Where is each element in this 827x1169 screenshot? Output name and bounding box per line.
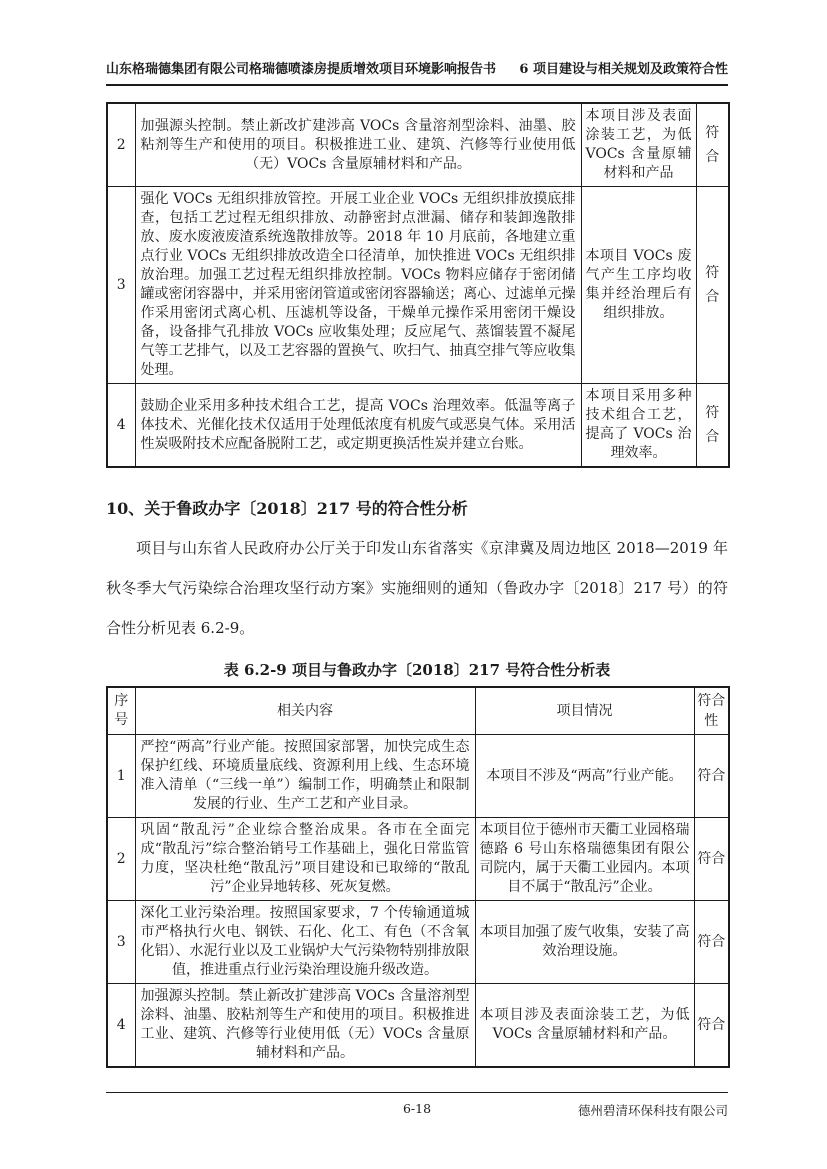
header-left-title: 山东格瑞德集团有限公司格瑞德喷漆房提质增效项目环境影响报告书 [106, 62, 497, 77]
cell-serial: 4 [107, 984, 135, 1068]
page-header [106, 62, 728, 86]
cell-requirement: 巩固“散乱污”企业综合整治成果。各市在全面完成“散乱污”综合整治销号工作基础上，强化日常监管力度，坚决杜绝“散乱污”项目建设和已取缔的“散乱污”企业异地转移、死灰复燃。 [135, 818, 475, 901]
table-row [107, 384, 729, 468]
page-footer [106, 1092, 728, 1125]
cell-project-situation: 本项目加强了废气收集，安装了高效治理设施。 [475, 901, 694, 984]
cell-conformity: 符合 [694, 818, 729, 901]
page-number: 6-18 [402, 1101, 432, 1116]
cell-project-situation: 本项目 VOCs 废气产生工序均收集并经治理后有组织排放。 [581, 187, 696, 384]
header-requirement: 相关内容 [135, 687, 475, 735]
cell-serial: 3 [107, 901, 135, 984]
header-serial: 序号 [107, 687, 135, 735]
cell-conformity: 符合 [694, 735, 729, 818]
table-row [107, 103, 729, 187]
table-row [107, 187, 729, 384]
footer-company-name: 德州碧清环保科技有限公司 [577, 1103, 728, 1118]
cell-serial: 2 [107, 818, 135, 901]
section-heading: 10、关于鲁政办字〔2018〕217 号的符合性分析 [106, 499, 468, 518]
cell-conformity: 符合 [696, 384, 729, 468]
header-right-chapter: 6 项目建设与相关规划及政策符合性 [519, 62, 728, 77]
table-caption: 表 6.2-9 项目与鲁政办字〔2018〕217 号符合性分析表 [223, 661, 611, 679]
cell-requirement: 鼓励企业采用多种技术组合工艺，提高 VOCs 治理效率。低温等离子体技术、光催化技术仅适用于处理低浓度有机废气或恶臭气体。采用活性炭吸附技术应配备脱附工艺，或定期更换活性炭并建立台账。 [135, 384, 581, 468]
cell-project-situation: 本项目涉及表面涂装工艺，为低 VOCs 含量原辅材料和产品 [581, 103, 696, 187]
cell-requirement: 加强源头控制。禁止新改扩建涉高 VOCs 含量溶剂型涂料、油墨、胶粘剂等生产和使用的项目。积极推进工业、建筑、汽修等行业使用低（无）VOCs 含量原辅材料和产品。 [135, 984, 475, 1068]
cell-project-situation: 本项目不涉及“两高”行业产能。 [475, 735, 694, 818]
cell-requirement: 深化工业污染治理。按照国家要求，7 个传输通道城市严格执行火电、钢铁、石化、化工、有色（不含氧化铝）、水泥行业以及工业锅炉大气污染物特别排放限值，推进重点行业污染治理设施升级改造。 [135, 901, 475, 984]
continued-compliance-table [106, 102, 730, 468]
cell-serial: 2 [107, 103, 135, 187]
cell-project-situation: 本项目涉及表面涂装工艺，为低 VOCs 含量原辅材料和产品。 [475, 984, 694, 1068]
header-project-situation: 项目情况 [475, 687, 694, 735]
table-row [107, 818, 729, 901]
cell-project-situation: 本项目采用多种技术组合工艺，提高了 VOCs 治理效率。 [581, 384, 696, 468]
table-row [107, 735, 729, 818]
cell-requirement: 严控“两高”行业产能。按照国家部署，加快完成生态保护红线、环境质量底线、资源利用上线、生态环境准入清单（“三线一单”）编制工作，明确禁止和限制发展的行业、生产工艺和产业目录。 [135, 735, 475, 818]
compliance-analysis-table [106, 686, 730, 1068]
cell-serial: 4 [107, 384, 135, 468]
section-paragraph: 项目与山东省人民政府办公厅关于印发山东省落实《京津冀及周边地区 2018—2019 年秋冬季大气污染综合治理攻坚行动方案》实施细则的通知（鲁政办字〔2018〕217 号）的符合性分析见表 6.2-9。 [106, 539, 728, 637]
cell-conformity: 符合 [696, 187, 729, 384]
cell-requirement: 加强源头控制。禁止新改扩建涉高 VOCs 含量溶剂型涂料、油墨、胶粘剂等生产和使用的项目。积极推进工业、建筑、汽修等行业使用低（无）VOCs 含量原辅材料和产品。 [135, 103, 581, 187]
cell-conformity: 符合 [694, 901, 729, 984]
table-row [107, 901, 729, 984]
cell-serial: 1 [107, 735, 135, 818]
cell-serial: 3 [107, 187, 135, 384]
cell-conformity: 符合 [696, 103, 729, 187]
cell-project-situation: 本项目位于德州市天衢工业园格瑞德路 6 号山东格瑞德集团有限公司院内，属于天衢工业园内。本项目不属于“散乱污”企业。 [475, 818, 694, 901]
table-row [107, 984, 729, 1068]
cell-conformity: 符合 [694, 984, 729, 1068]
cell-requirement: 强化 VOCs 无组织排放管控。开展工业企业 VOCs 无组织排放摸底排查，包括工艺过程无组织排放、动静密封点泄漏、储存和装卸逸散排放、废水废液废渣系统逸散排放等。2018 年 10 月底前，各地建立重点行业 VOCs 无组织排放改造全口径清单，加快推进 VOCs 无组织排放治理。加强工艺过程无组织排放控制。VOCs 物料应储存于密闭储罐或密闭容器中，并采用密闭管道或密闭容器输送；离心、过滤单元操作采用密闭式离心机、压滤机等设备，干燥单元操作采用密闭干燥设备，设备排气孔排放 VOCs 应收集处理；反应尾气、蒸馏装置不凝尾气等工艺排气，以及工艺容器的置换气、吹扫气、抽真空排气等应收集处理。 [135, 187, 581, 384]
header-conformity: 符合性 [694, 687, 729, 735]
table-header-row [107, 687, 729, 735]
